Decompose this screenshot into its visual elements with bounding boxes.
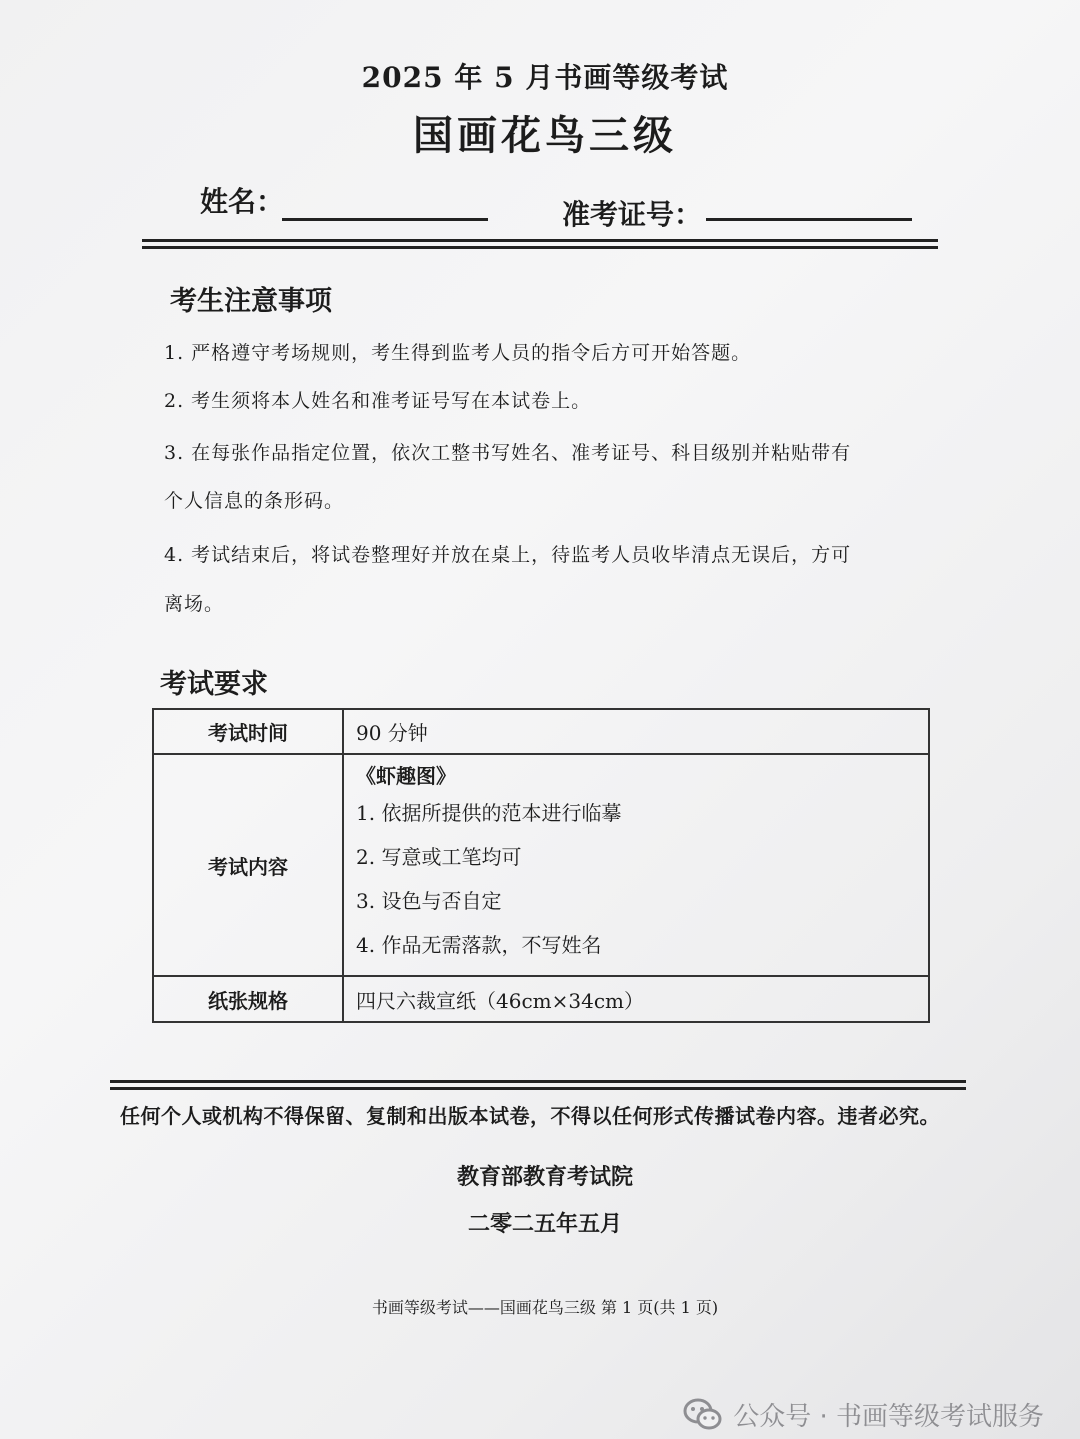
exam-id-label: 准考证号： — [562, 198, 703, 231]
requirements-heading: 考试要求 — [160, 669, 268, 700]
content-item: 3. 设色与否自定 — [356, 889, 502, 913]
table-row — [153, 754, 929, 976]
time-value: 90 分钟 — [343, 709, 929, 754]
issuer: 教育部教育考试院 — [456, 1165, 633, 1190]
name-field[interactable] — [282, 218, 488, 221]
notice-line: 3. 在每张作品指定位置，依次工整书写姓名、准考证号、科目级别并粘贴带有 — [164, 442, 852, 464]
content-cell — [343, 754, 929, 976]
exam-title: 2025 年 5 月书画等级考试 — [361, 61, 729, 94]
subject-level-title: 国画花鸟三级 — [413, 112, 677, 159]
content-item: 2. 写意或工笔均可 — [356, 845, 522, 869]
time-label: 考试时间 — [153, 709, 343, 754]
wechat-icon — [683, 1398, 723, 1432]
work-title: 《虾趣图》 — [356, 764, 456, 788]
notices-heading: 考生注意事项 — [170, 286, 332, 317]
notice-line: 个人信息的条形码。 — [164, 490, 345, 512]
exam-id-field[interactable] — [706, 218, 912, 221]
page-footer: 书画等级考试——国画花鸟三级 第 1 页(共 1 页) — [371, 1298, 719, 1317]
notice-line: 1. 严格遵守考场规则，考生得到监考人员的指令后方可开始答题。 — [164, 342, 752, 364]
copyright-warning: 任何个人或机构不得保留、复制和出版本试卷，不得以任何形式传播试卷内容。违者必究。 — [120, 1104, 940, 1128]
header-divider — [142, 239, 938, 249]
notice-line: 离场。 — [164, 593, 225, 615]
watermark-text: 公众号 · 书画等级考试服务 — [733, 1402, 1044, 1432]
notice-line: 2. 考生须将本人姓名和准考证号写在本试卷上。 — [164, 390, 592, 412]
footer-divider — [110, 1080, 966, 1090]
content-label: 考试内容 — [153, 754, 343, 976]
paper-spec-label: 纸张规格 — [153, 976, 343, 1022]
notice-line: 4. 考试结束后，将试卷整理好并放在桌上，待监考人员收毕清点无误后，方可 — [164, 544, 852, 566]
table-row — [153, 709, 929, 754]
content-item: 4. 作品无需落款，不写姓名 — [356, 933, 602, 957]
watermark — [683, 1396, 1044, 1433]
name-label: 姓名： — [200, 185, 285, 218]
content-item: 1. 依据所提供的范本进行临摹 — [356, 801, 622, 825]
paper-spec-value: 四尺六裁宣纸（46cm×34cm） — [343, 976, 929, 1022]
issue-date: 二零二五年五月 — [467, 1212, 622, 1237]
table-row — [153, 976, 929, 1022]
requirements-table — [152, 708, 930, 1023]
